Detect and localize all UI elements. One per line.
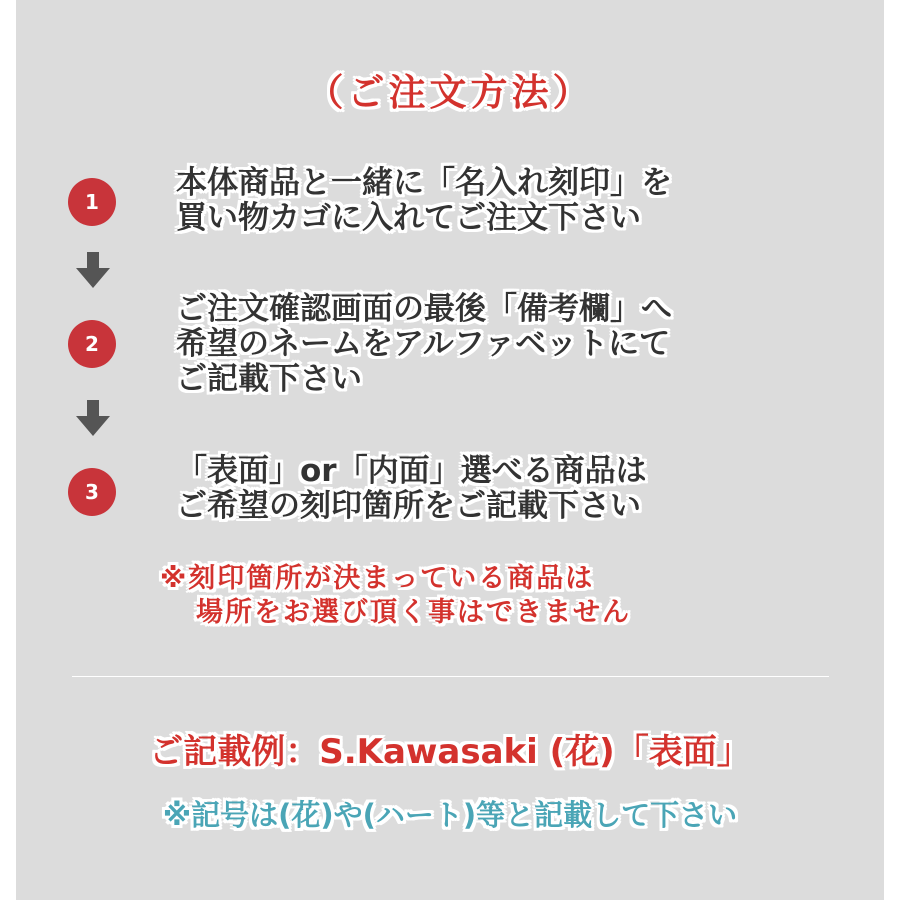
- step-1-badge: 1: [68, 178, 116, 226]
- divider: [72, 676, 829, 677]
- step-1-line-2: 買い物カゴに入れてご注文下さい: [176, 200, 641, 236]
- step-2-badge: 2: [68, 320, 116, 368]
- step-3-text: [176, 454, 836, 524]
- step-1-line-1: 本体商品と一緒に「名入れ刻印」を: [176, 165, 672, 201]
- example-text: ご記載例：S.Kawasaki (花)「表面」: [149, 732, 751, 772]
- down-arrow-icon: [74, 398, 112, 438]
- step-2-line-1: ご注文確認画面の最後「備考欄」へ: [176, 291, 672, 327]
- step-2-text: [176, 292, 836, 397]
- restriction-note-line-1: ※刻印箇所が決まっている商品は: [160, 563, 595, 594]
- down-arrow-icon: [74, 250, 112, 290]
- step-3-badge: 3: [68, 468, 116, 516]
- step-1-text: [176, 166, 836, 236]
- restriction-note-line-2: 場所をお選び頂く事はできません: [196, 597, 631, 628]
- step-3-line-2: ご希望の刻印箇所をご記載下さい: [176, 488, 641, 524]
- step-2-line-3: ご記載下さい: [176, 361, 362, 397]
- step-2-line-2: 希望のネームをアルファベットにて: [176, 326, 671, 362]
- step-3-line-1: 「表面」or「内面」選べる商品は: [176, 453, 647, 489]
- page-title: （ご注文方法）: [306, 71, 594, 114]
- symbol-note: ※記号は(花)や(ハート)等と記載して下さい: [162, 798, 738, 832]
